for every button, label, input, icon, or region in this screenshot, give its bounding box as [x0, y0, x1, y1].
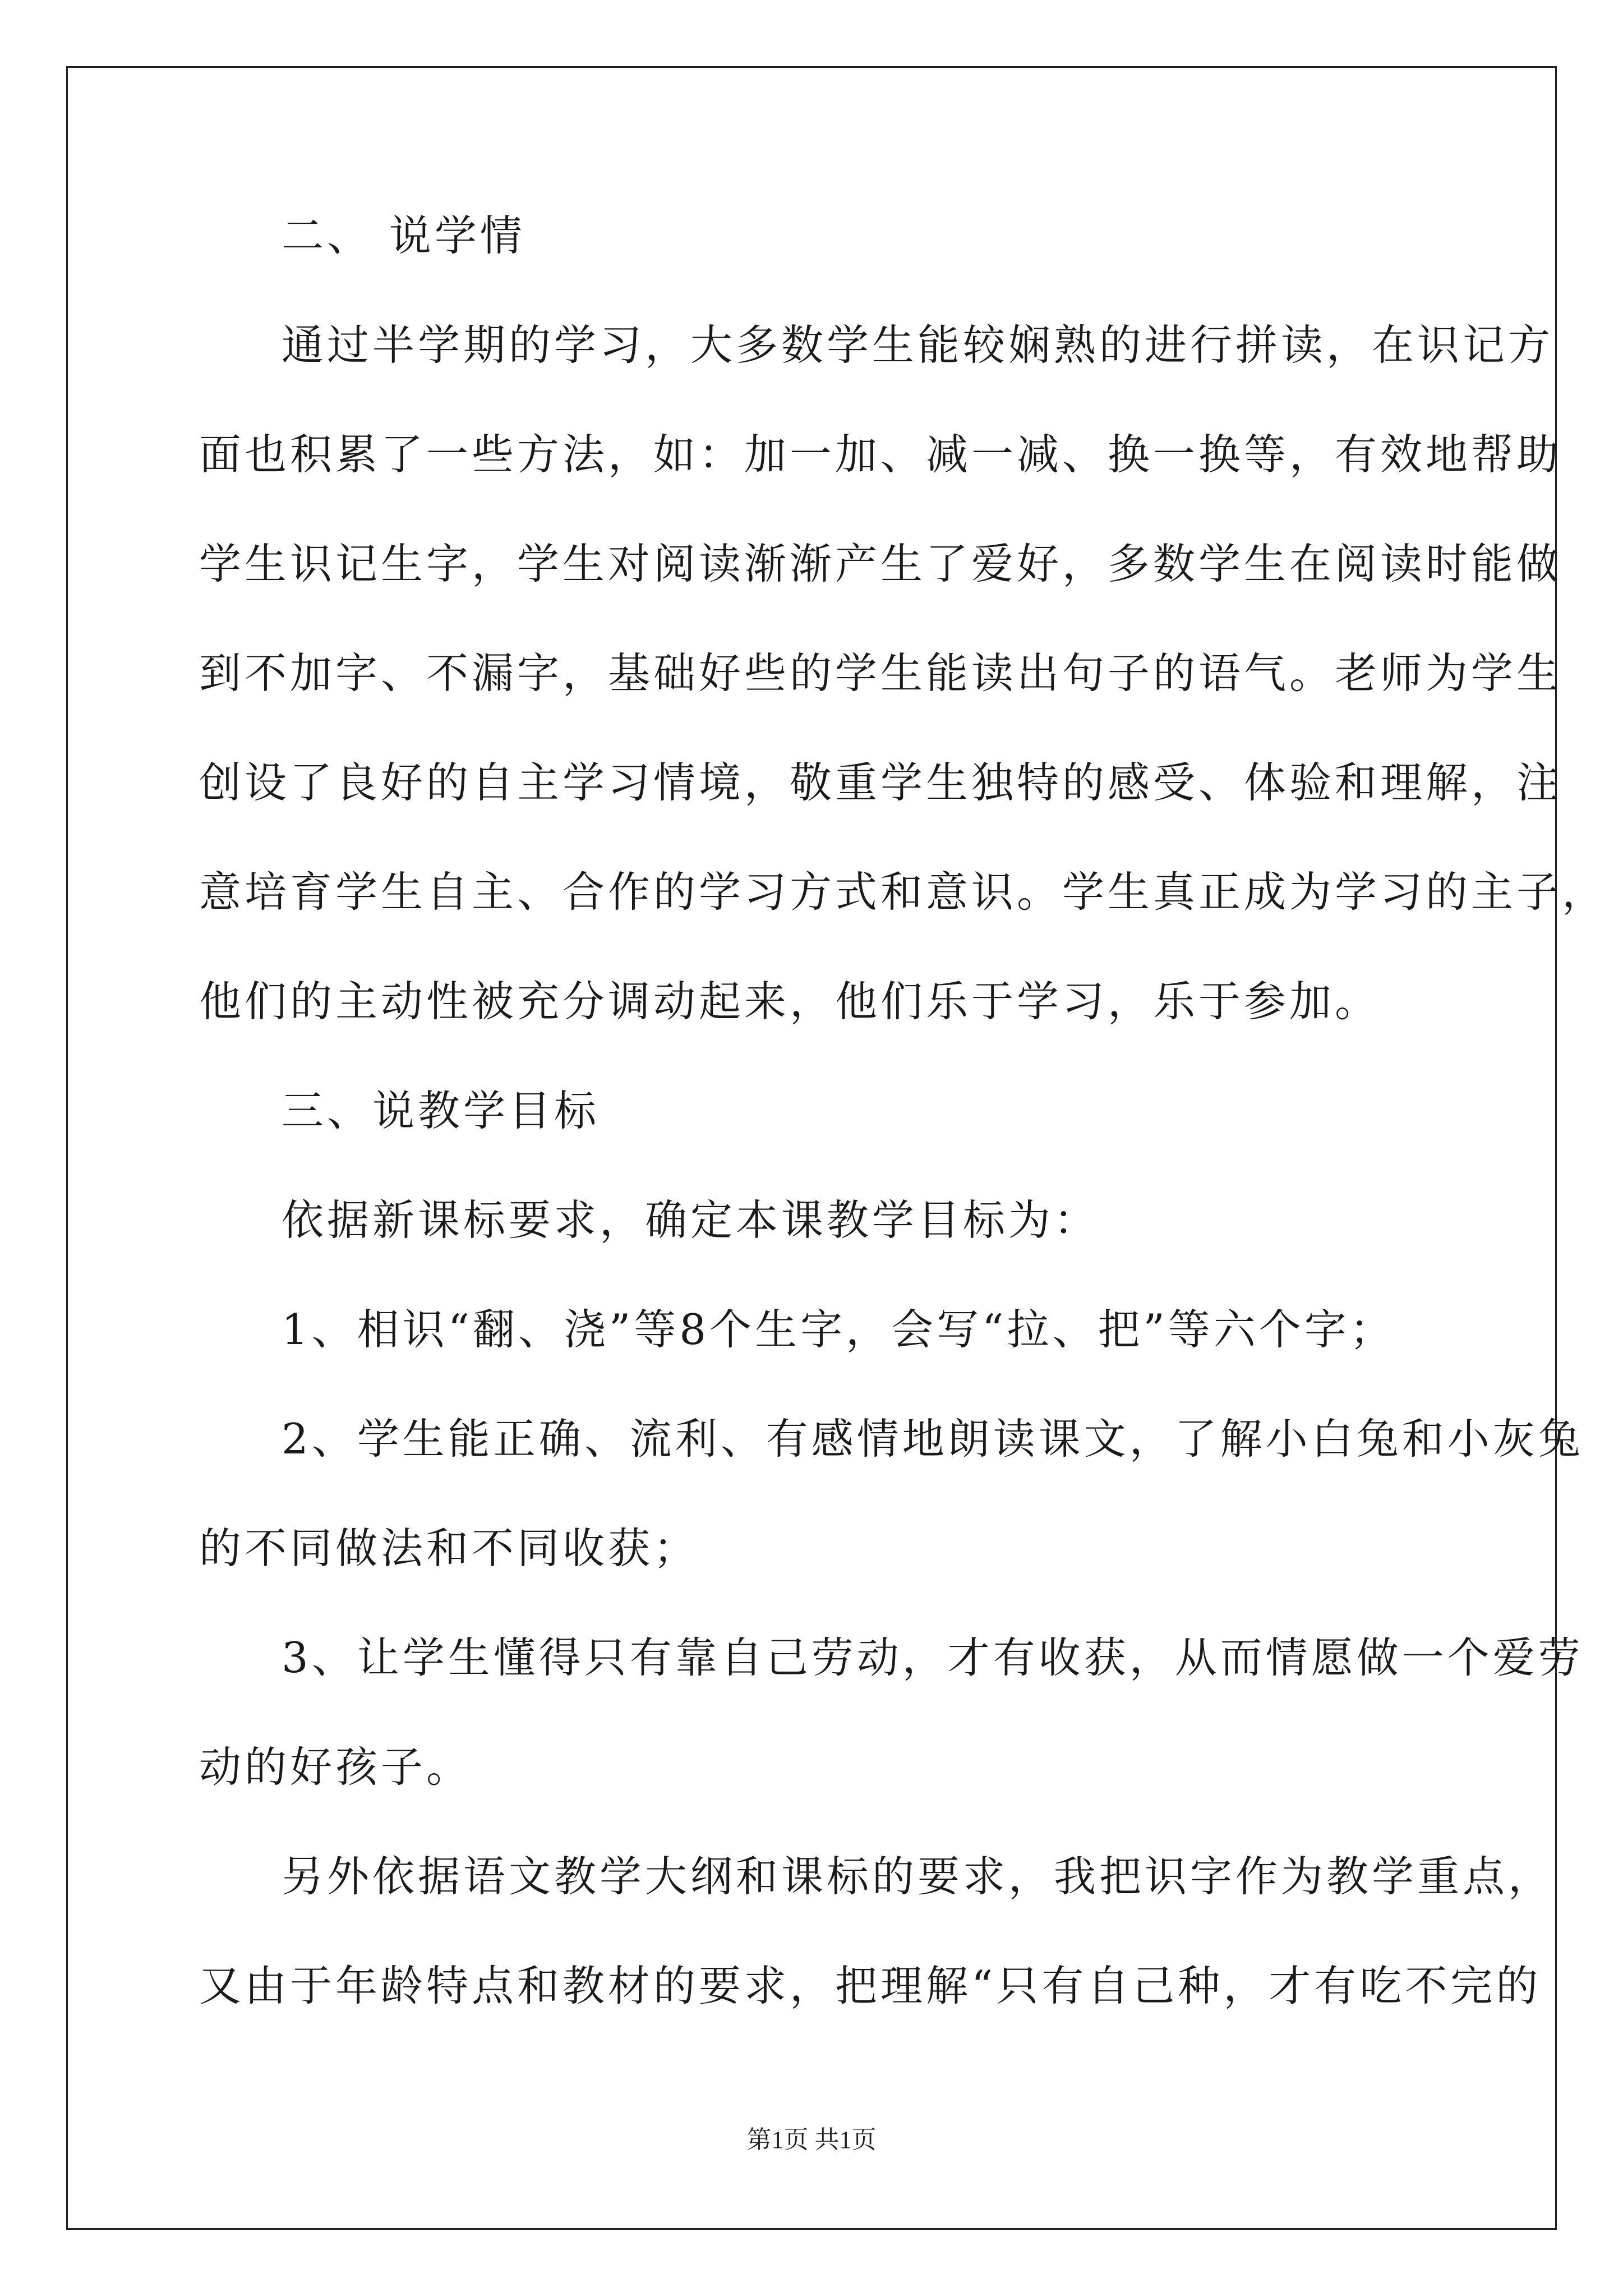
goal-item-2: 2、学生能正确、流利、有感情地朗读课文，了解小白兔和小灰兔	[282, 1414, 1584, 1464]
paragraph-line: 通过半学期的学习，大多数学生能较娴熟的进行拼读，在识记方	[282, 320, 1554, 370]
paragraph-line: 依据新课标要求，确定本课教学目标为：	[282, 1195, 1100, 1245]
paragraph-line: 学生识记生字，学生对阅读渐渐产生了爱好，多数学生在阅读时能做	[199, 539, 1562, 588]
paragraph-line: 意培育学生自主、合作的学习方式和意识。学生真正成为学习的主子，	[199, 867, 1608, 917]
paragraph-line: 他们的主动性被充分调动起来，他们乐于学习，乐于参加。	[199, 977, 1381, 1026]
paragraph-line: 另外依据语文教学大纲和课标的要求，我把识字作为教学重点，	[282, 1852, 1554, 1901]
goal-item-3: 3、让学生懂得只有靠自己劳动，才有收获，从而情愿做一个爱劳	[282, 1633, 1584, 1682]
page-border	[66, 66, 1557, 2230]
paragraph-line: 到不加字、不漏字，基础好些的学生能读出句子的语气。老师为学生	[199, 648, 1562, 698]
section-heading-learning-situation: 二、 说学情	[282, 211, 525, 260]
paragraph-line: 创设了良好的自主学习情境，敬重学生独特的感受、体验和理解，注	[199, 758, 1562, 807]
goal-item-2-continued: 的不同做法和不同收获；	[199, 1524, 699, 1573]
paragraph-line: 又由于年龄特点和教材的要求，把理解“只有自己种，才有吃不完的	[199, 1961, 1542, 2010]
section-heading-teaching-goals: 三、说教学目标	[282, 1086, 600, 1135]
page-footer: 第1页 共1页	[746, 2126, 877, 2154]
paragraph-line: 面也积累了一些方法，如：加一加、减一减、换一换等，有效地帮助	[199, 430, 1562, 479]
goal-item-1: 1、相识“翻、浇”等8个生字，会写“拉、把”等六个字；	[282, 1305, 1395, 1354]
goal-item-3-continued: 动的好孩子。	[199, 1742, 472, 1792]
